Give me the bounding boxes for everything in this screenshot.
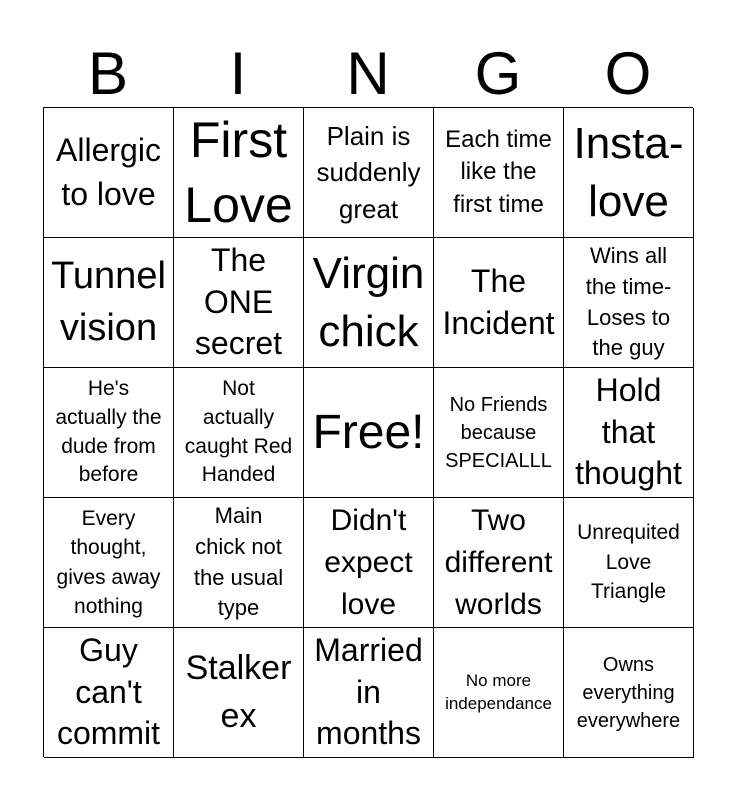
bingo-cell[interactable]: He's actually the dude from before [44, 368, 174, 498]
bingo-cell[interactable]: Not actually caught Red Handed [174, 368, 304, 498]
bingo-cell[interactable]: Married in months [304, 628, 434, 758]
header-letter-i: I [229, 40, 247, 107]
bingo-cell[interactable]: Plain is suddenly great [304, 108, 434, 238]
bingo-cell[interactable]: The ONE secret [174, 238, 304, 368]
header-letter-g: G [474, 40, 522, 107]
header-letter-n: N [346, 40, 390, 107]
bingo-cell[interactable]: First Love [174, 108, 304, 238]
bingo-cell[interactable]: Wins all the time- Loses to the guy [564, 238, 694, 368]
bingo-cell[interactable]: Free! [304, 368, 434, 498]
bingo-cell[interactable]: Main chick not the usual type [174, 498, 304, 628]
bingo-cell[interactable]: Virgin chick [304, 238, 434, 368]
bingo-cell[interactable]: Every thought, gives away nothing [44, 498, 174, 628]
header-letter-b: B [87, 40, 129, 107]
bingo-cell[interactable]: Tunnel vision [44, 238, 174, 368]
bingo-cell[interactable]: Didn't expect love [304, 498, 434, 628]
bingo-cell[interactable]: Allergic to love [44, 108, 174, 238]
header-letter-o: O [604, 40, 652, 107]
bingo-cell[interactable]: Each time like the first time [434, 108, 564, 238]
bingo-card-grid [43, 107, 693, 757]
bingo-cell[interactable]: No Friends because SPECIALLL [434, 368, 564, 498]
bingo-header [43, 40, 693, 108]
bingo-cell[interactable]: Owns everything everywhere [564, 628, 694, 758]
bingo-cell[interactable]: The Incident [434, 238, 564, 368]
bingo-cell[interactable]: Hold that thought [564, 368, 694, 498]
bingo-cell[interactable]: No more independance [434, 628, 564, 758]
bingo-cell[interactable]: Unrequited Love Triangle [564, 498, 694, 628]
bingo-cell[interactable]: Two different worlds [434, 498, 564, 628]
bingo-cell[interactable]: Stalker ex [174, 628, 304, 758]
bingo-cell[interactable]: Guy can't commit [44, 628, 174, 758]
bingo-cell[interactable]: Insta- love [564, 108, 694, 238]
